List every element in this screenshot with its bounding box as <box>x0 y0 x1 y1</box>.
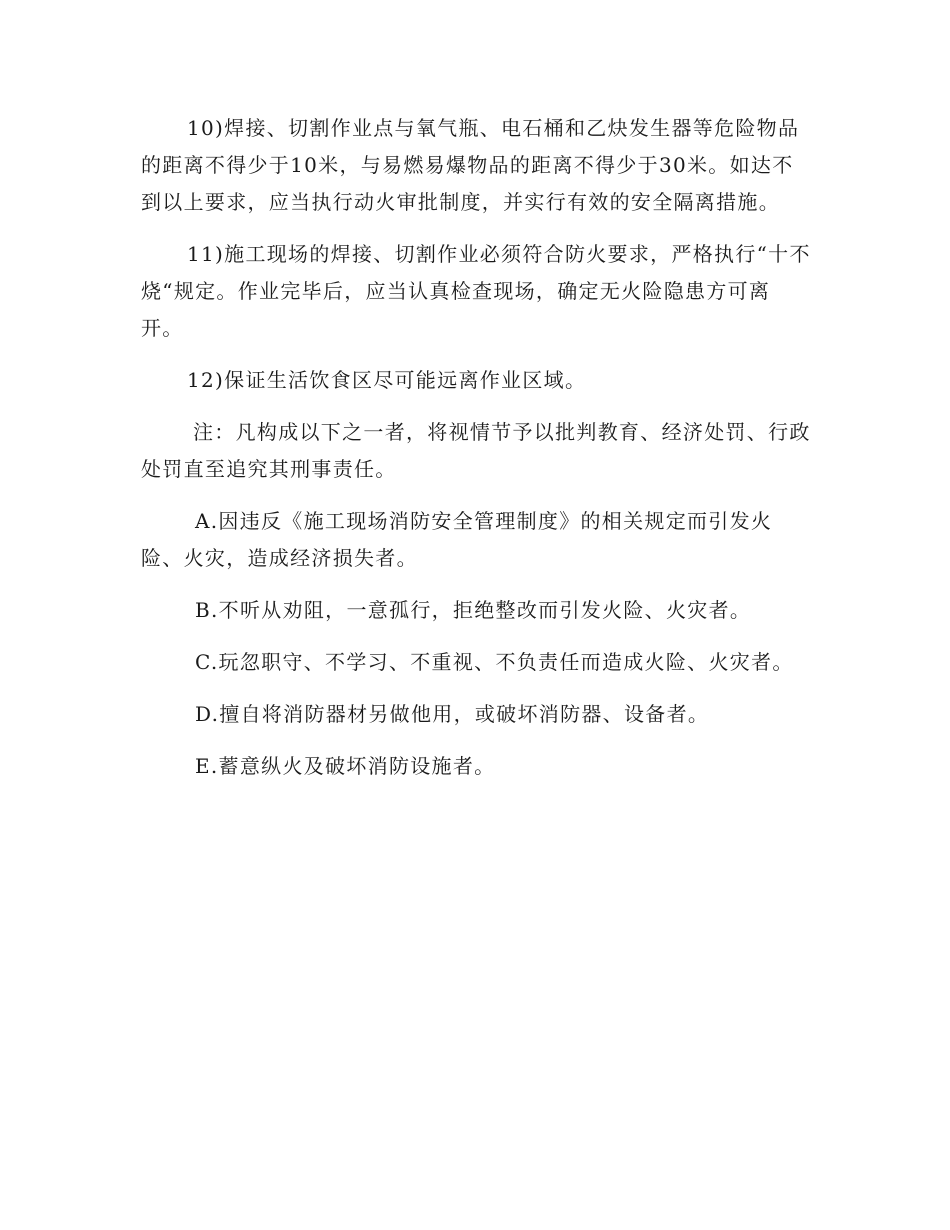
list-item-e: E.蓄意纵火及破坏消防设施者。 <box>195 754 496 778</box>
list-item-c: C.玩忽职守、不学习、不重视、不负责任而造成火险、火灾者。 <box>195 650 794 674</box>
note-paragraph: 注：凡构成以下之一者，将视情节予以批判教育、经济处罚、行政处罚直至追究其刑事责任。 <box>141 420 811 481</box>
paragraph-11: 11)施工现场的焊接、切割作业必须符合防火要求，严格执行“十不烧“规定。作业完毕后，应当认真检查现场，确定无火险隐患方可离开。 <box>141 242 811 340</box>
paragraph-12: 12)保证生活饮食区尽可能远离作业区域。 <box>187 368 587 392</box>
list-item-b: B.不听从劝阻，一意孤行，拒绝整改而引发火险、火灾者。 <box>195 598 752 622</box>
paragraph-10: 10)焊接、切割作业点与氧气瓶、电石桶和乙炔发生器等危险物品的距离不得少于10米，与易燃易爆物品的距离不得少于30米。如达不到以上要求，应当执行动火审批制度，并实行有效的安全隔离措施。 <box>141 116 800 214</box>
list-item-d: D.擅自将消防器材另做他用，或破坏消防器、设备者。 <box>195 702 710 726</box>
list-item-a: A.因违反《施工现场消防安全管理制度》的相关规定而引发火险、火灾，造成经济损失者。 <box>141 509 773 570</box>
document-body <box>141 110 811 800</box>
